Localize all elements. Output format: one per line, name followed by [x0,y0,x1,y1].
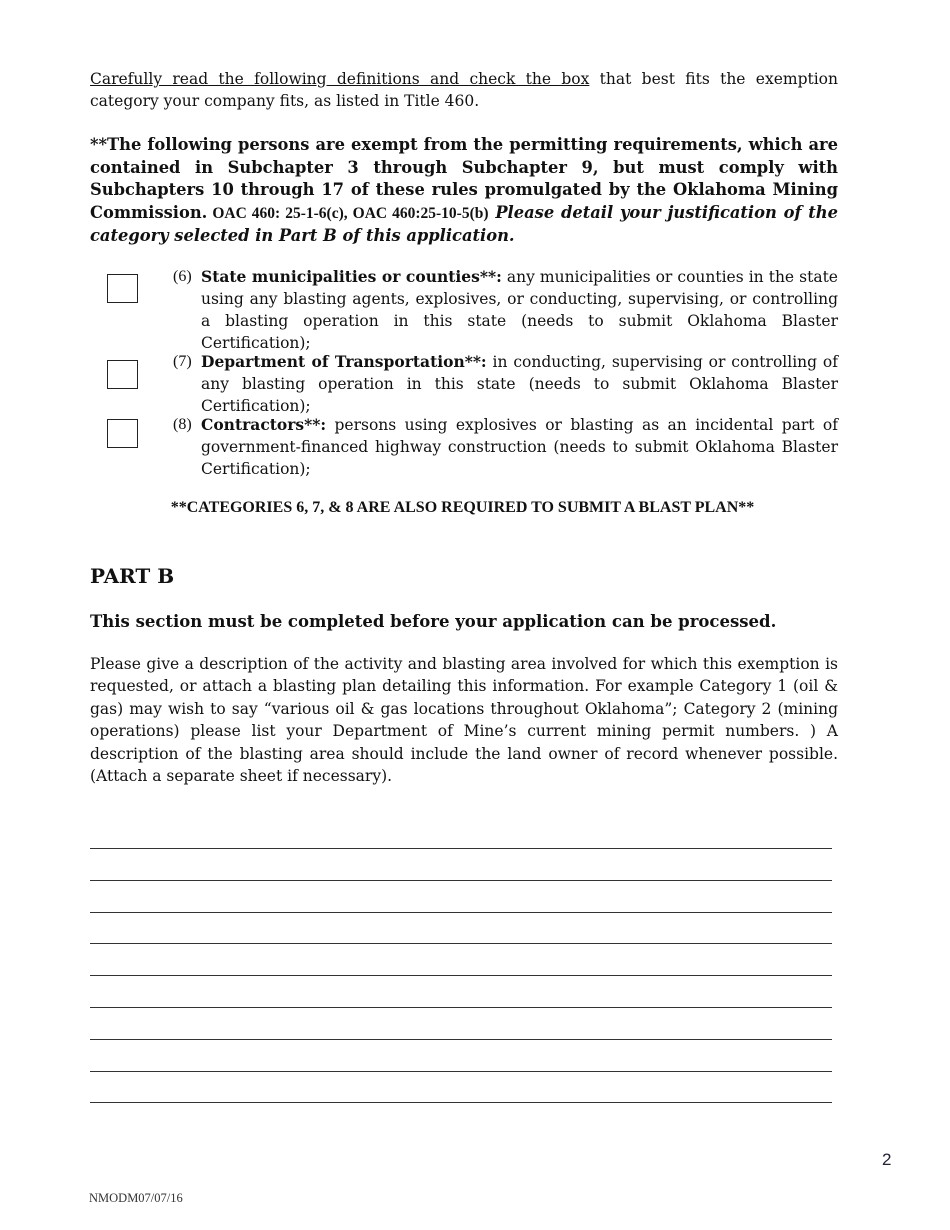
answer-line[interactable] [90,880,832,881]
exemption-citation: OAC 460: 25-1-6(c), OAC 460:25-10-5(b) [207,204,489,222]
answer-line[interactable] [90,912,832,913]
answer-line[interactable] [90,1071,832,1072]
answer-line[interactable] [90,1039,832,1040]
part-b-heading: PART B [90,564,175,588]
blast-plan-note: **CATEGORIES 6, 7, & 8 ARE ALSO REQUIRED TO SUBMIT A BLAST PLAN** [170,499,755,516]
category-6-description: any municipalities or counties in the state using any blasting agents, explosives, or conducting, supervising, or controlling a blasting operation in this state (needs to submit Oklahoma Blaster Certification); [201,268,838,352]
answer-line[interactable] [90,848,832,849]
exemption-statement [90,134,838,248]
form-code-footer: NMODM07/07/16 [89,1191,183,1205]
category-8-description: persons using explosives or blasting as an incidental part of government-financed highway construction (needs to submit Oklahoma Blaster Certification); [201,416,838,478]
answer-line[interactable] [90,1102,832,1103]
category-6-title: State municipalities or counties**: [201,267,502,286]
part-b-description: Please give a description of the activity and blasting area involved for which this exemption is requested, or attach a blasting plan detailing this information. For example Category 1 (oil & gas) may wish to say “various oil & gas locations throughout Oklahoma”; Category 2 (mining operations) please list your Department of Mine’s current mining permit numbers. ) A description of the blasting area should include the land owner of record whenever possible. (Attach a separate sheet if necessary). [90,655,838,786]
category-8-checkbox[interactable] [107,419,138,448]
exemption-bold-text: **The following persons are exempt from the permitting requirements, which are contained in Subchapter 3 through Subchapter 9, but must comply with Subchapters 10 through 17 of these rules promulgated by the Oklahoma Mining Commission. [90,135,838,222]
category-7-text [201,351,838,417]
category-7-item [90,351,838,415]
category-6-checkbox[interactable] [107,274,138,303]
part-b-subheading: This section must be completed before your application can be processed. [90,612,777,631]
page-number: 2 [882,1150,892,1169]
answer-line[interactable] [90,975,832,976]
instructions-paragraph [90,68,838,112]
answer-line[interactable] [90,1007,832,1008]
category-7-title: Department of Transportation**: [201,352,487,371]
answer-line[interactable] [90,943,832,944]
category-7-number: (7) [173,353,192,370]
category-7-checkbox[interactable] [107,360,138,389]
category-6-number: (6) [173,268,192,285]
instructions-rest: that best fits the exemption category your company fits, as listed in Title 460. [90,70,838,110]
exemption-italic-text: Please detail your justification of the category selected in Part B of this application. [90,202,838,245]
category-8-number: (8) [173,416,192,433]
category-7-description: in conducting, supervising or controlling of any blasting operation in this state (needs to submit Oklahoma Blaster Certification); [201,353,838,415]
category-6-item [90,266,838,352]
category-6-text [201,266,838,354]
category-8-title: Contractors**: [201,415,327,434]
category-8-text [201,414,838,480]
category-8-item [90,414,838,480]
instructions-underlined: Carefully read the following definitions and check the box [90,70,590,88]
